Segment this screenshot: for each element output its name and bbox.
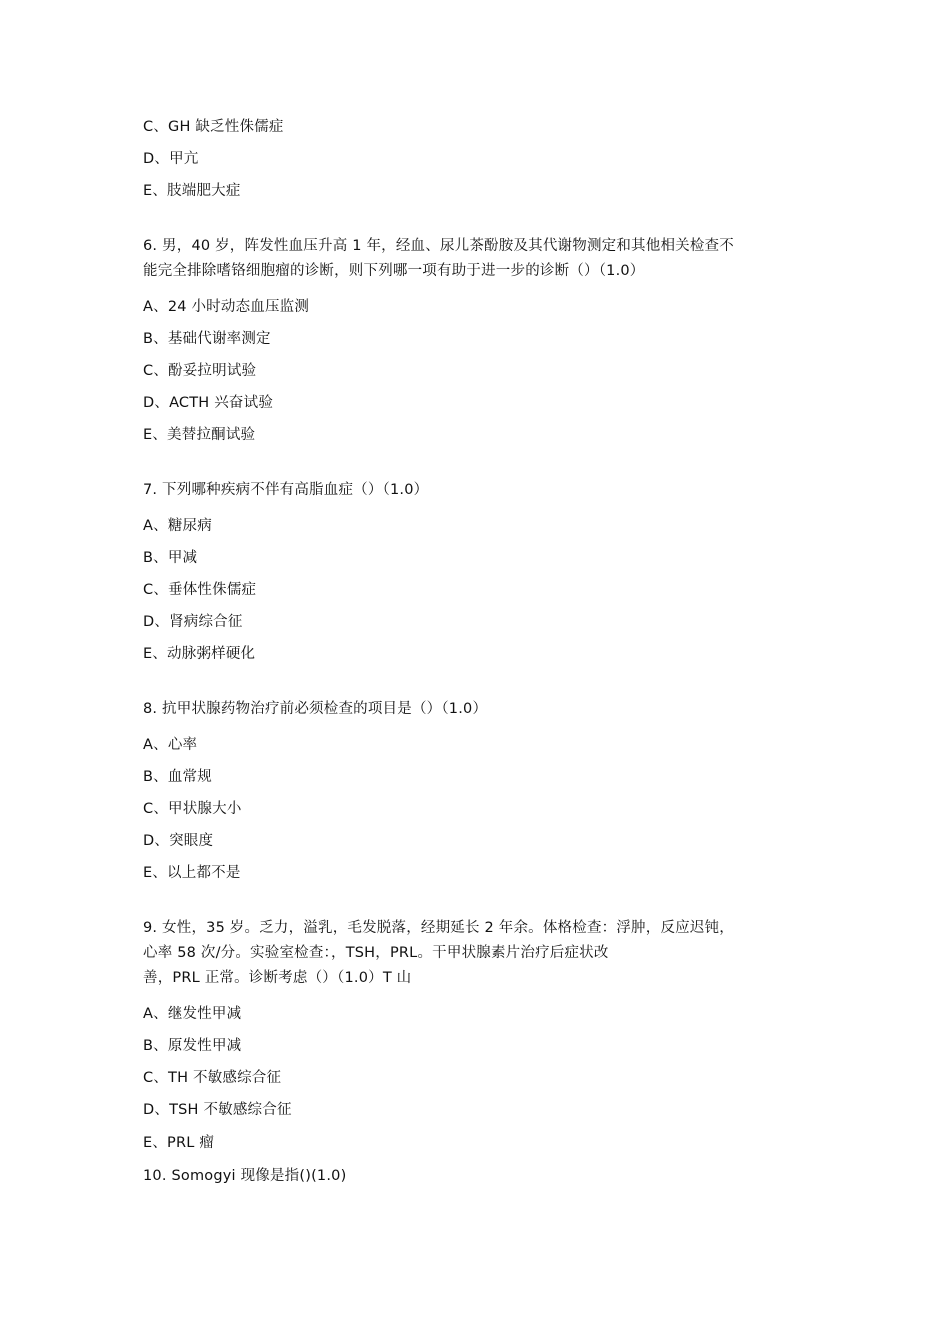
question-7-option-b: B、甲减 <box>143 550 198 566</box>
question-9-option-b: B、原发性甲减 <box>143 1038 242 1054</box>
question-9-stem-line-3: 善，PRL 正常。诊断考虑（）（1.0）T 山 <box>143 970 412 986</box>
question-6-option-a: A、24 小时动态血压监测 <box>143 299 310 315</box>
question-6-stem-line-1: 6. 男，40 岁，阵发性血压升高 1 年，经血、尿儿茶酚胺及其代谢物测定和其他相关检查不 <box>143 238 734 254</box>
question-6-option-c: C、酚妥拉明试验 <box>143 363 257 379</box>
question-9-option-e: E、PRL 瘤 <box>143 1135 215 1151</box>
question-9-option-a: A、继发性甲减 <box>143 1006 242 1022</box>
option-e: E、肢端肥大症 <box>143 183 241 199</box>
question-7-stem: 7. 下列哪种疾病不伴有高脂血症（）（1.0） <box>143 482 429 498</box>
question-9-stem-line-1: 9. 女性，35 岁。乏力，溢乳，毛发脱落，经期延长 2 年余。体格检查：浮肿，反应迟钝， <box>143 920 734 936</box>
question-6-stem-line-2: 能完全排除嗜铬细胞瘤的诊断，则下列哪一项有助于进一步的诊断（）（1.0） <box>143 263 645 279</box>
question-8-option-c: C、甲状腺大小 <box>143 801 242 817</box>
question-6-option-b: B、基础代谢率测定 <box>143 331 271 347</box>
question-7-option-e: E、动脉粥样硬化 <box>143 646 256 662</box>
question-10-stem: 10. Somogyi 现像是指()(1.0) <box>143 1168 347 1184</box>
question-6-option-d: D、ACTH 兴奋试验 <box>143 395 274 411</box>
question-9-stem-line-2: 心率 58 次/分。实验室检查：，TSH，PRL。干甲状腺素片治疗后症状改 <box>143 945 609 961</box>
question-8-option-e: E、以上都不是 <box>143 865 241 881</box>
question-8-stem: 8. 抗甲状腺药物治疗前必须检查的项目是（）（1.0） <box>143 701 488 717</box>
option-c: C、GH 缺乏性侏儒症 <box>143 119 284 135</box>
option-d: D、甲亢 <box>143 151 199 167</box>
question-8-option-a: A、心率 <box>143 737 198 753</box>
question-8-option-d: D、突眼度 <box>143 833 214 849</box>
question-9-option-d: D、TSH 不敏感综合征 <box>143 1102 292 1118</box>
question-7-option-a: A、糖尿病 <box>143 518 212 534</box>
question-7-option-c: C、垂体性侏儒症 <box>143 582 257 598</box>
question-8-option-b: B、血常规 <box>143 769 212 785</box>
question-7-option-d: D、肾病综合征 <box>143 614 243 630</box>
question-6-option-e: E、美替拉酮试验 <box>143 427 256 443</box>
question-9-option-c: C、TH 不敏感综合征 <box>143 1070 282 1086</box>
